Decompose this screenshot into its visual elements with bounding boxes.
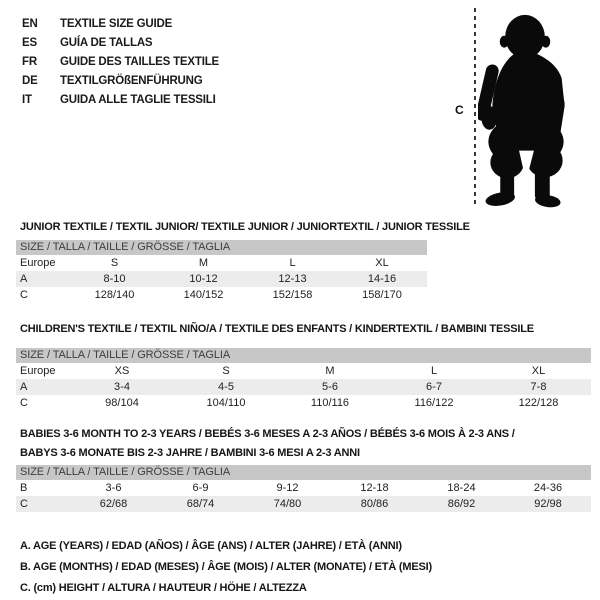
cell-value: 152/158 (272, 289, 313, 301)
cell-value: 4-5 (174, 379, 278, 395)
cell-value: 68/74 (157, 496, 244, 512)
language-title: GUÍA DE TALLAS (60, 37, 153, 49)
language-row-fr (22, 53, 219, 72)
size-header-bar: SIZE / TALLA / TAILLE / GRÖSSE / TAGLIA (16, 465, 591, 480)
footnote-a: A. AGE (YEARS) / EDAD (AÑOS) / ÂGE (ANS) / ALTER (JAHRE) / ETÀ (ANNI) (20, 540, 402, 552)
height-marker-label: C (455, 103, 464, 117)
children-size-table (16, 363, 591, 411)
cell-value: 6-7 (382, 379, 486, 395)
cell-value: S (110, 257, 119, 269)
junior-size-table (16, 255, 427, 303)
row-label: C (20, 289, 28, 301)
footnote-b: B. AGE (MONTHS) / EDAD (MESES) / ÂGE (MOIS) / ALTER (MONATE) / ETÀ (MESI) (20, 561, 432, 573)
language-row-de (22, 72, 219, 91)
cell-value: 24-36 (533, 482, 563, 494)
babies-title-line-2: BABYS 3-6 MONATE BIS 2-3 JAHRE / BAMBINI 3-6 MESI A 2-3 ANNI (20, 447, 360, 459)
footnotes (20, 536, 432, 599)
table-row (16, 271, 427, 287)
language-code: FR (22, 56, 37, 68)
cell-value: M (325, 365, 335, 377)
footnote-c: C. (cm) HEIGHT / ALTURA / HAUTEUR / HÖHE / ALTEZZA (20, 582, 307, 594)
babies-table (16, 465, 591, 512)
cell-value: 3-4 (70, 379, 174, 395)
cell-value: 116/122 (414, 397, 454, 409)
babies-table-title (20, 425, 515, 463)
language-code: ES (22, 37, 37, 49)
row-label: B (20, 482, 28, 494)
cell-value: XL (375, 257, 389, 269)
language-code: IT (22, 94, 32, 106)
row-label: C (20, 397, 28, 409)
size-header-bar: SIZE / TALLA / TAILLE / GRÖSSE / TAGLIA (16, 240, 427, 255)
cell-value: 6-9 (192, 482, 209, 494)
cell-value: XL (531, 365, 546, 377)
cell-value: 86/92 (418, 496, 505, 512)
language-code: EN (22, 18, 38, 30)
cell-value: 74/80 (244, 496, 331, 512)
cell-value: 10-12 (159, 271, 248, 287)
cell-value: 5-6 (278, 379, 382, 395)
cell-value: 140/152 (183, 289, 224, 301)
babies-size-table (16, 480, 591, 512)
cell-value: 12-18 (360, 482, 389, 494)
table-row (16, 395, 591, 411)
cell-value: S (222, 365, 230, 377)
row-label: A (16, 379, 70, 395)
row-label: Europe (20, 365, 56, 377)
cell-value: M (198, 257, 209, 269)
junior-table-title: JUNIOR TEXTILE / TEXTIL JUNIOR/ TEXTILE JUNIOR / JUNIORTEXTIL / JUNIOR TESSILE (20, 221, 470, 233)
cell-value: 9-12 (276, 482, 299, 494)
table-row (16, 255, 427, 271)
children-table (16, 348, 591, 411)
cell-value: 7-8 (486, 379, 591, 395)
baby-silhouette-icon (478, 7, 574, 209)
cell-value: 122/128 (518, 397, 559, 409)
cell-value: 80/86 (331, 496, 418, 512)
language-title: TEXTILGRÖßENFÜHRUNG (60, 75, 203, 87)
cell-value: 98/104 (105, 397, 139, 409)
table-row (16, 480, 591, 496)
cell-value: 158/170 (362, 289, 402, 301)
table-row (16, 287, 427, 303)
language-guide-list (22, 15, 219, 110)
height-dashed-line (474, 8, 476, 206)
cell-value: 62/68 (70, 496, 157, 512)
language-row-es (22, 34, 219, 53)
babies-title-line-1: BABIES 3-6 MONTH TO 2-3 YEARS / BEBÉS 3-6 MESES A 2-3 AÑOS / BÉBÉS 3-6 MOIS À 2-3 ANS / (20, 428, 515, 440)
language-code: DE (22, 75, 38, 87)
cell-value: 92/98 (505, 496, 591, 512)
row-label: Europe (20, 257, 56, 269)
language-row-en (22, 15, 219, 34)
row-label: C (16, 496, 70, 512)
cell-value: 8-10 (70, 271, 159, 287)
language-title: GUIDA ALLE TAGLIE TESSILI (60, 94, 216, 106)
cell-value: 110/116 (310, 397, 350, 409)
table-row (16, 496, 591, 512)
cell-value: 3-6 (105, 482, 122, 494)
junior-table (16, 240, 427, 303)
cell-value: 104/110 (206, 397, 246, 409)
children-table-title: CHILDREN'S TEXTILE / TEXTIL NIÑO/A / TEXTILE DES ENFANTS / KINDERTEXTIL / BAMBINI TESSILE (20, 323, 534, 335)
table-row (16, 379, 591, 395)
cell-value: L (430, 365, 438, 377)
cell-value: 14-16 (337, 271, 427, 287)
language-title: TEXTILE SIZE GUIDE (60, 18, 173, 30)
cell-value: L (289, 257, 296, 269)
cell-value: 18-24 (447, 482, 476, 494)
cell-value: XS (114, 365, 130, 377)
row-label: A (16, 271, 70, 287)
language-title: GUIDE DES TAILLES TEXTILE (60, 56, 219, 68)
size-header-bar: SIZE / TALLA / TAILLE / GRÖSSE / TAGLIA (16, 348, 591, 363)
language-row-it (22, 91, 219, 110)
table-row (16, 363, 591, 379)
cell-value: 12-13 (248, 271, 337, 287)
cell-value: 128/140 (94, 289, 135, 301)
